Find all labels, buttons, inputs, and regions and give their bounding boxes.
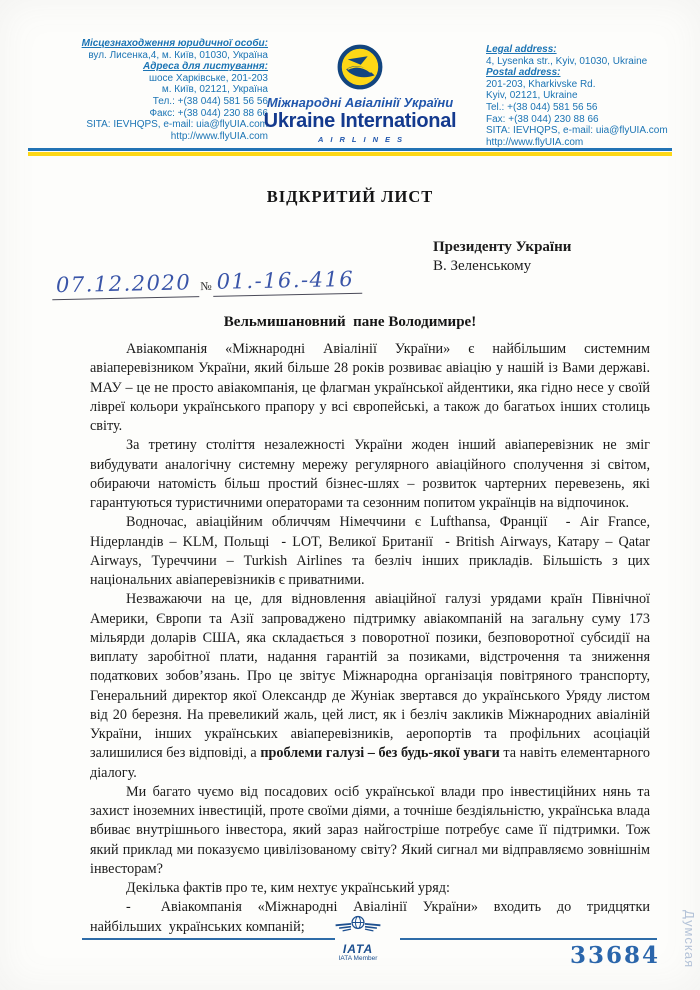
addressee-block [433,238,571,276]
bullet-dash: - [126,899,131,916]
postal-address-label: Postal address: [486,67,561,79]
swallow-bird-icon [337,44,383,90]
airline-name-english: Ukraine International [263,110,457,132]
footer-rule-left [82,938,335,940]
salutation: Вельмишановний пане Володимире! [223,314,477,330]
handwritten-outgoing-number: 01.-16.-416 [212,267,362,297]
sita-email-line: SITA: IEVHQPS, e-mail: uia@flyUIA.com [86,119,268,131]
iata-label: IATA [342,942,374,956]
phone-line: Тел.: +(38 044) 581 56 56 [152,95,268,107]
postal-address-line1: 201-203, Kharkivske Rd. [486,78,596,90]
postal-address-line2: м. Київ, 02121, Україна [161,84,268,96]
addressee-name: В. Зеленському [433,258,532,274]
paragraph-4-tail: та навіть елементарного діалогу. [90,745,651,781]
addressee-position: Президенту України [433,239,572,255]
iata-globe-wings-icon [330,914,386,938]
paragraph-5: Ми багато чуємо від посадових осіб української влади про інвестиційних нянь та захист іноземних інвестицій, проте своїми діями, а точніше бездіяльністю, українська влада вбиває внутрішнього інвестора, який зараз найгостріше потребує саме її підтримки. Тож який приклад ми показуємо цивілізованому світу? Який сигнал ми відправляємо зовнішнім інвесторам? [90,783,650,877]
legal-address-label: Legal address: [486,44,557,55]
fax-line: Факс: +(38 044) 230 88 66 [149,107,268,119]
paragraph-1: Авіакомпанія «Міжнародні Авіалінії України» є найбільшим системним авіаперевізником України, який більше 28 років розвиває авіацію у нашій із Вами державі. МАУ – це не просто авіакомпанія, це флагман української айдентики, яка гідно несе у своїй лівреї кольори українського прапору у всі європейські, а також до багатьох інших столиць світу. [90,341,650,434]
sita-email-line: SITA: IEVHQPS, e-mail: uia@flyUIA.com [486,125,668,137]
paragraph-3: Водночас, авіаційним обличчям Німеччини є Lufthansa, Франції - Air France, Нідерландів – KLM, Польщі - LOT, Великої Британії - British Airways, Катару – Qatar Airways, Туреччини – Turkish Airlines та безліч інших прикладів. Більшість з цих національних авіаперевізників є приватними. [90,514,650,588]
paragraph-4 [90,590,650,783]
iata-member-label: IATA Member [338,955,378,962]
website-line: http://www.flyUIA.com [170,130,268,142]
header-address-english [486,44,682,148]
separator-blue-stripe [28,148,672,151]
iata-member-logo [330,914,386,963]
header-address-ukrainian [24,38,268,142]
handwritten-registration-line [52,267,363,300]
paragraph-4-lead: Незважаючи на це, для відновлення авіаційної галузі урядами країн Північної Америки, Європи та Азії запроваджено підтримку авіакомпаній на загальну суму 173 мільярди доларів США, яка складається з поворотної позики, безповоротної субсидії на виплату заробітної плати, надання гарантій за позиками, відстрочення та зниження податкових зобов’язань. Про це звітує Міжнародна організація повітряного транспорту, Генеральний директор якої Олександр де Жуніак звертався до українського Уряду листом від 20 березня. На превеликий жаль, цей лист, як і безліч закликів Міжнародних авіаліній України, інших українських авіаперевізників, аеропортів та профільних асоціацій залишилися без відповіді, а [90,591,650,762]
postal-address-line2: Kyiv, 02121, Ukraine [486,90,578,102]
fax-line: Fax: +(38 044) 230 88 66 [486,113,599,125]
airline-name-ukrainian: Міжнародні Авіалінії України [266,95,454,110]
handwritten-date: 07.12.2020 [52,270,200,300]
website-line: http://www.flyUIA.com [486,136,584,148]
footer-rule-right [400,938,657,940]
uia-logo [258,44,462,144]
dumskaya-watermark: Думская [682,910,697,969]
letter-title: ВІДКРИТИЙ ЛИСТ [266,187,434,206]
separator-yellow-stripe [28,152,672,156]
legal-address-value: вул. Лисенка,4, м. Київ, 01030, Україна [88,49,268,61]
registration-stamp-number: 33684 [569,942,660,969]
number-sign: № [200,278,212,294]
phone-line: Tel.: +(38 044) 581 56 56 [486,101,598,113]
bullet-text: Авіакомпанія «Міжнародні Авіалінії України» входить до тридцятки найбільших українських компаній; [90,899,650,935]
paragraph-6: Декілька фактів про те, ким нехтує український уряд: [126,880,450,896]
paragraph-4-emphasis: проблеми галузі – без будь-якої уваги [260,745,500,762]
paragraph-2: За третину століття незалежності України жоден інший авіаперевізник не зміг вибудувати аналогічну системну мережу регулярного авіаційного сполучення зі світом, обираючи натомість більш простий бізнес-шлях – розвиток чартерних перевезень, які гарантуються туристичними операторами та сезонним попитом українців на відпочинок. [90,437,650,511]
header-separator-bar [28,148,672,156]
airlines-caption: AIRLINES [317,135,409,144]
postal-address-line1: шосе Харківське, 201-203 [148,72,268,84]
letter-body [90,340,650,937]
legal-address-label: Місцезнаходження юридичної особи: [81,38,268,49]
postal-address-label: Адреса для листування: [142,61,268,73]
legal-address-value: 4, Lysenka str., Kyiv, 01030, Ukraine [486,55,648,67]
